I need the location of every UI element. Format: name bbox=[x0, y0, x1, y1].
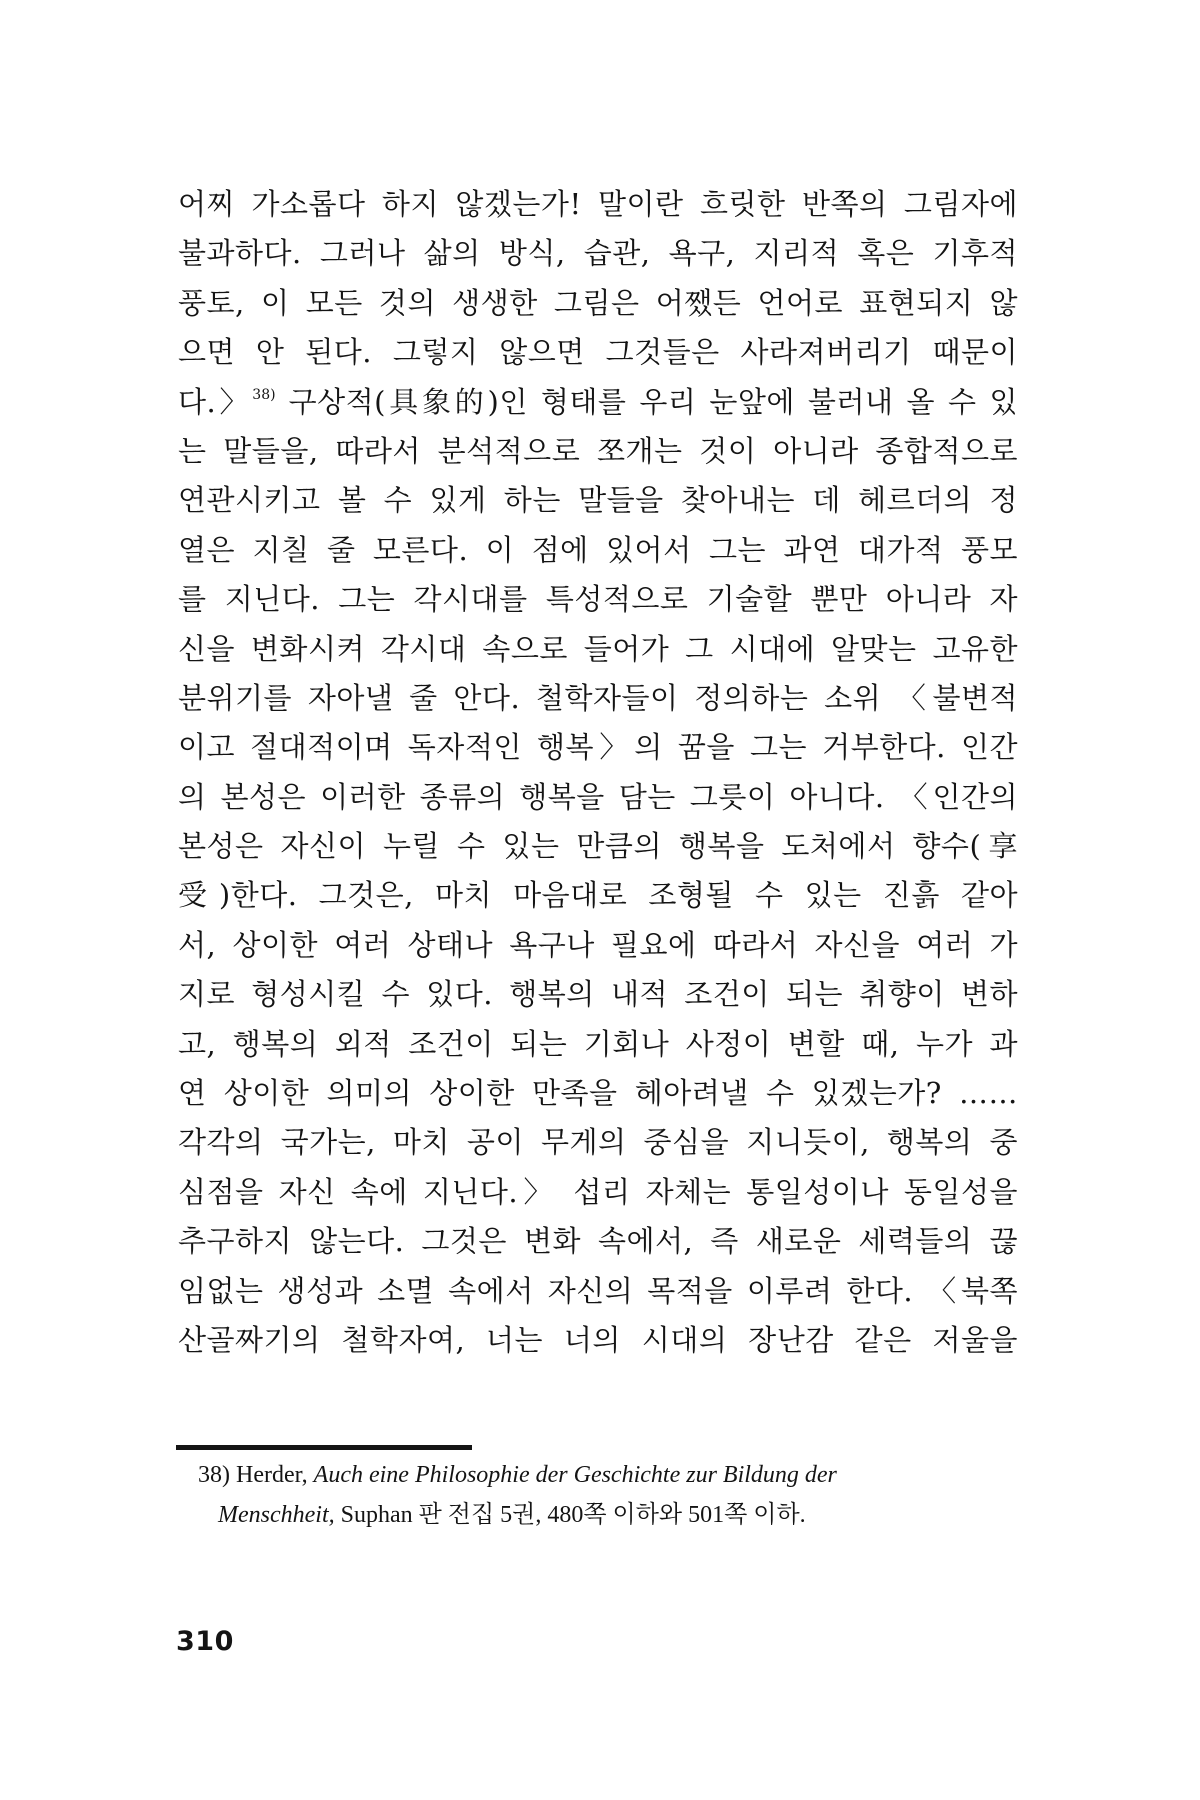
text-segment: 다.〉 bbox=[178, 384, 253, 419]
text-line: 풍토, 이 모든 것의 생생한 그림은 어쨌든 언어로 표현되지 않 bbox=[178, 285, 1018, 320]
page-number: 310 bbox=[176, 1626, 234, 1657]
text-line: 서, 상이한 여러 상태나 욕구나 필요에 따라서 자신을 여러 가 bbox=[178, 927, 1018, 962]
text-line: 분위기를 자아낼 줄 안다. 철학자들이 정의하는 소위 〈불변적 bbox=[178, 680, 1018, 715]
footnote bbox=[198, 1455, 1018, 1535]
text-line: 연 상이한 의미의 상이한 만족을 헤아려낼 수 있겠는가? …… bbox=[178, 1076, 1018, 1111]
text-line: 이고 절대적이며 독자적인 행복〉의 꿈을 그는 거부한다. 인간 bbox=[178, 730, 1018, 765]
body-text bbox=[178, 180, 1018, 1365]
text-line: 지로 형성시킬 수 있다. 행복의 내적 조건이 되는 취향이 변하 bbox=[178, 977, 1018, 1012]
footnote-line bbox=[198, 1455, 1018, 1495]
text-line: 는 말들을, 따라서 분석적으로 쪼개는 것이 아니라 종합적으로 bbox=[178, 433, 1018, 468]
text-line: 으면 안 된다. 그렇지 않으면 그것들은 사라져버리기 때문이 bbox=[178, 335, 1018, 370]
footnote-title: Auch eine Philosophie der Geschichte zur Bildung der bbox=[313, 1462, 837, 1488]
footnote-title: Menschheit, bbox=[218, 1502, 335, 1528]
text-line: 본성은 자신이 누릴 수 있는 만큼의 행복을 도처에서 향수(享 bbox=[178, 829, 1018, 864]
footnote-reference[interactable]: 38) bbox=[252, 386, 276, 403]
text-line: 신을 변화시켜 각시대 속으로 들어가 그 시대에 알맞는 고유한 bbox=[178, 631, 1018, 666]
text-line: 고, 행복의 외적 조건이 되는 기회나 사정이 변할 때, 누가 과 bbox=[178, 1026, 1018, 1061]
footnote-divider bbox=[176, 1445, 472, 1450]
text-line: 의 본성은 이러한 종류의 행복을 담는 그릇이 아니다. 〈인간의 bbox=[178, 779, 1018, 814]
text-line: 를 지닌다. 그는 각시대를 특성적으로 기술할 뿐만 아니라 자 bbox=[178, 582, 1018, 617]
text-line: 심점을 자신 속에 지닌다.〉 섭리 자체는 통일성이나 동일성을 bbox=[178, 1174, 1018, 1209]
text-line: 임없는 생성과 소멸 속에서 자신의 목적을 이루려 한다. 〈북쪽 bbox=[178, 1273, 1018, 1308]
text-line bbox=[178, 378, 1018, 427]
text-line: 受)한다. 그것은, 마치 마음대로 조형될 수 있는 진흙 같아 bbox=[178, 878, 1018, 913]
footnote-line bbox=[198, 1495, 1018, 1535]
text-line: 연관시키고 볼 수 있게 하는 말들을 찾아내는 데 헤르더의 정 bbox=[178, 483, 1018, 518]
text-line: 불과하다. 그러나 삶의 방식, 습관, 욕구, 지리적 혹은 기후적 bbox=[178, 236, 1018, 271]
text-line: 각각의 국가는, 마치 공이 무게의 중심을 지니듯이, 행복의 중 bbox=[178, 1125, 1018, 1160]
footnote-number: 38) bbox=[198, 1462, 230, 1488]
text-line: 산골짜기의 철학자여, 너는 너의 시대의 장난감 같은 저울을 bbox=[178, 1322, 1018, 1357]
footnote-author: Herder, bbox=[236, 1462, 308, 1488]
text-line: 추구하지 않는다. 그것은 변화 속에서, 즉 새로운 세력들의 끊 bbox=[178, 1224, 1018, 1259]
text-line: 열은 지칠 줄 모른다. 이 점에 있어서 그는 과연 대가적 풍모 bbox=[178, 532, 1018, 567]
footnote-citation: Suphan 판 전집 5권, 480쪽 이하와 501쪽 이하. bbox=[334, 1502, 806, 1528]
text-line: 어찌 가소롭다 하지 않겠는가! 말이란 흐릿한 반쪽의 그림자에 bbox=[178, 187, 1018, 221]
text-segment: 구상적(具象的)인 형태를 우리 눈앞에 불러내 올 수 있 bbox=[275, 384, 1018, 419]
